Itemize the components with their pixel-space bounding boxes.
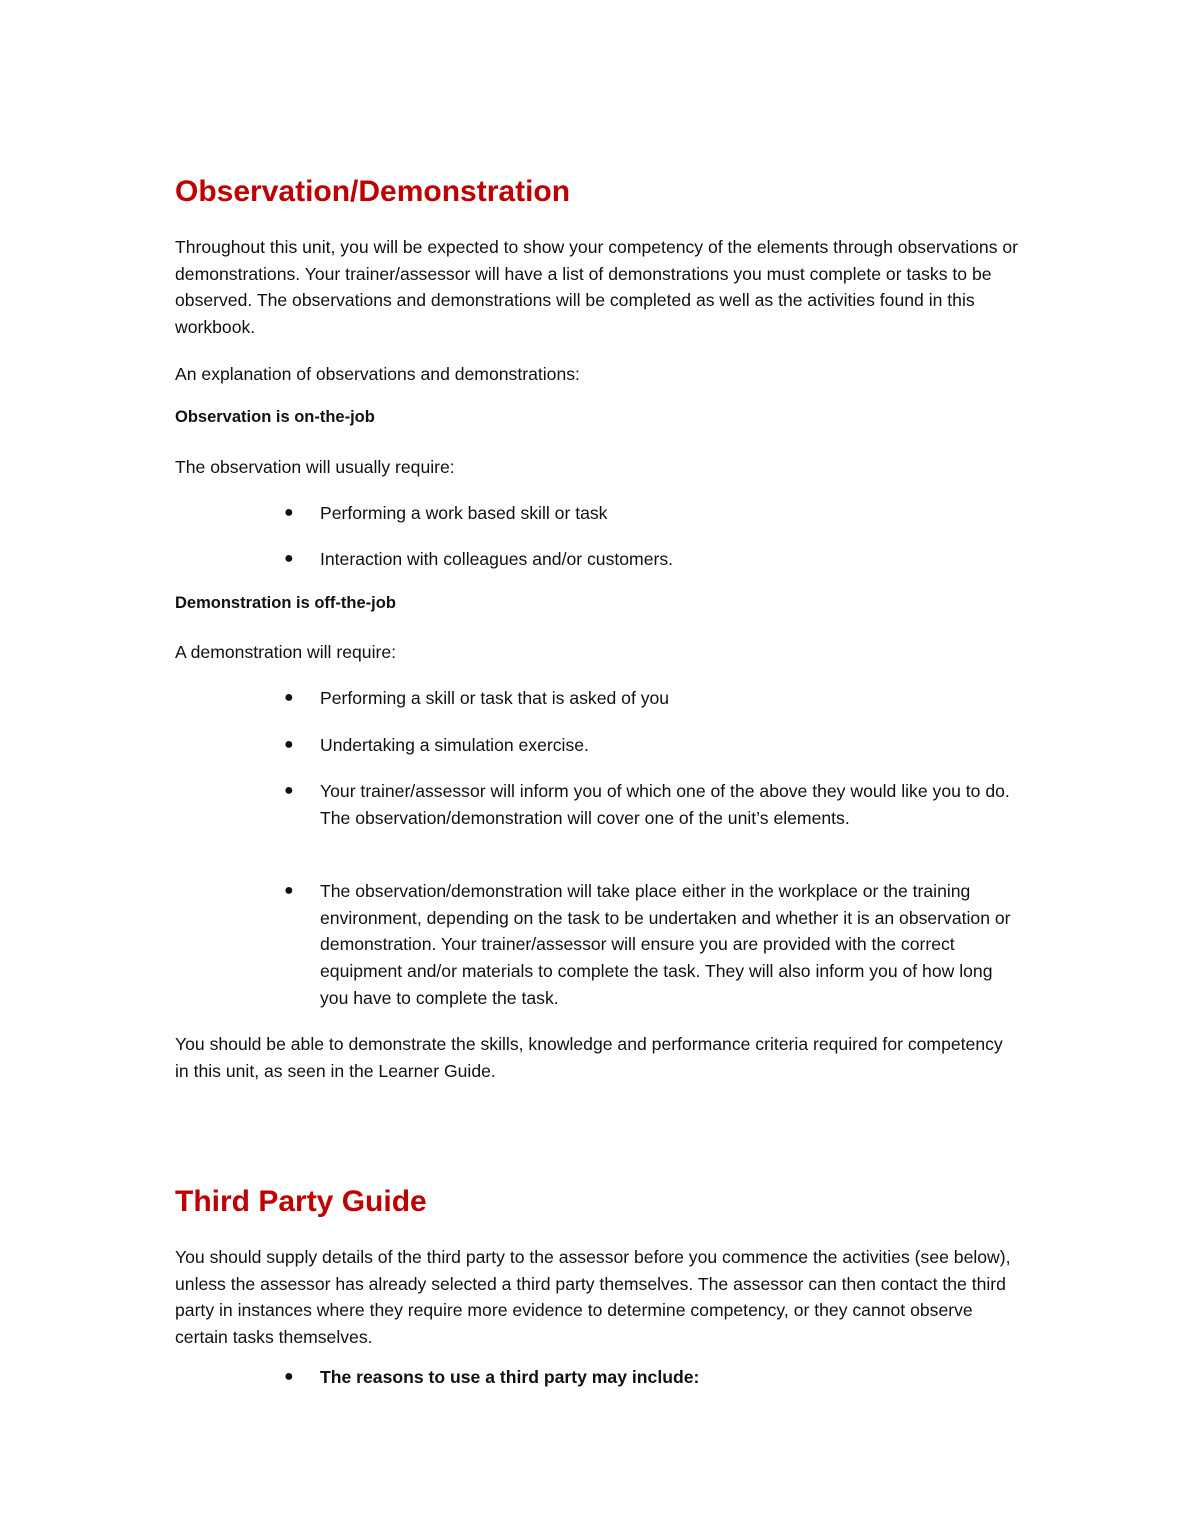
list-item-text: Undertaking a simulation exercise.: [320, 735, 589, 755]
list-item: [284, 778, 1020, 831]
section-heading-observation: Observation/Demonstration: [175, 175, 571, 208]
list-item: [284, 546, 1020, 573]
bullet-icon: ●: [284, 782, 294, 799]
list-item: [284, 878, 1020, 1012]
explanation-paragraph: An explanation of observations and demonstrations:: [175, 364, 580, 384]
bullet-icon: ●: [284, 550, 294, 567]
section-heading-third-party: Third Party Guide: [175, 1185, 427, 1218]
list-item: [284, 685, 1020, 712]
bullet-icon: ●: [284, 1368, 294, 1385]
demonstration-lead: A demonstration will require:: [175, 642, 397, 662]
list-item-text: Performing a skill or task that is asked of you: [320, 688, 670, 708]
third-party-intro: You should supply details of the third party to the assessor before you commence the activities (see below), unless the assessor has already selected a third party themselves. The assessor can then contact the third party in instances where they require more evidence to determine competency, or they cannot observe certain tasks themselves.: [175, 1247, 1011, 1348]
list-item: [284, 1364, 1020, 1391]
bullet-icon: ●: [284, 736, 294, 753]
list-item-text: The reasons to use a third party may include:: [320, 1367, 700, 1387]
demonstration-subheading: Demonstration is off-the-job: [175, 594, 396, 612]
list-item-text: Interaction with colleagues and/or customers.: [320, 549, 674, 569]
closing-paragraph: You should be able to demonstrate the skills, knowledge and performance criteria required for competency in this unit, as seen in the Learner Guide.: [175, 1034, 1003, 1081]
list-item: [284, 500, 1020, 527]
observation-subheading: Observation is on-the-job: [175, 408, 375, 426]
bullet-icon: ●: [284, 689, 294, 706]
bullet-icon: ●: [284, 882, 294, 899]
list-item-text: Your trainer/assessor will inform you of which one of the above they would like you to do. The observation/demonstration will cover one of the unit’s elements.: [320, 781, 1010, 828]
list-item-text: The observation/demonstration will take place either in the workplace or the training environment, depending on the task to be undertaken and whether it is an observation or demonstration. Your trainer/assessor will ensure you are provided with the correct equipment and/or materials to complete the task. They will also inform you of how long you have to complete the task.: [320, 881, 1011, 1008]
bullet-icon: ●: [284, 504, 294, 521]
intro-paragraph: Throughout this unit, you will be expected to show your competency of the elements through observations or demonstrations. Your trainer/assessor will have a list of demonstrations you must complete or tasks to be observed. The observations and demonstrations will be completed as well as the activities found in this workbook.: [175, 237, 1019, 338]
list-item: [284, 732, 1020, 759]
list-item-text: Performing a work based skill or task: [320, 503, 608, 523]
observation-lead: The observation will usually require:: [175, 457, 455, 477]
